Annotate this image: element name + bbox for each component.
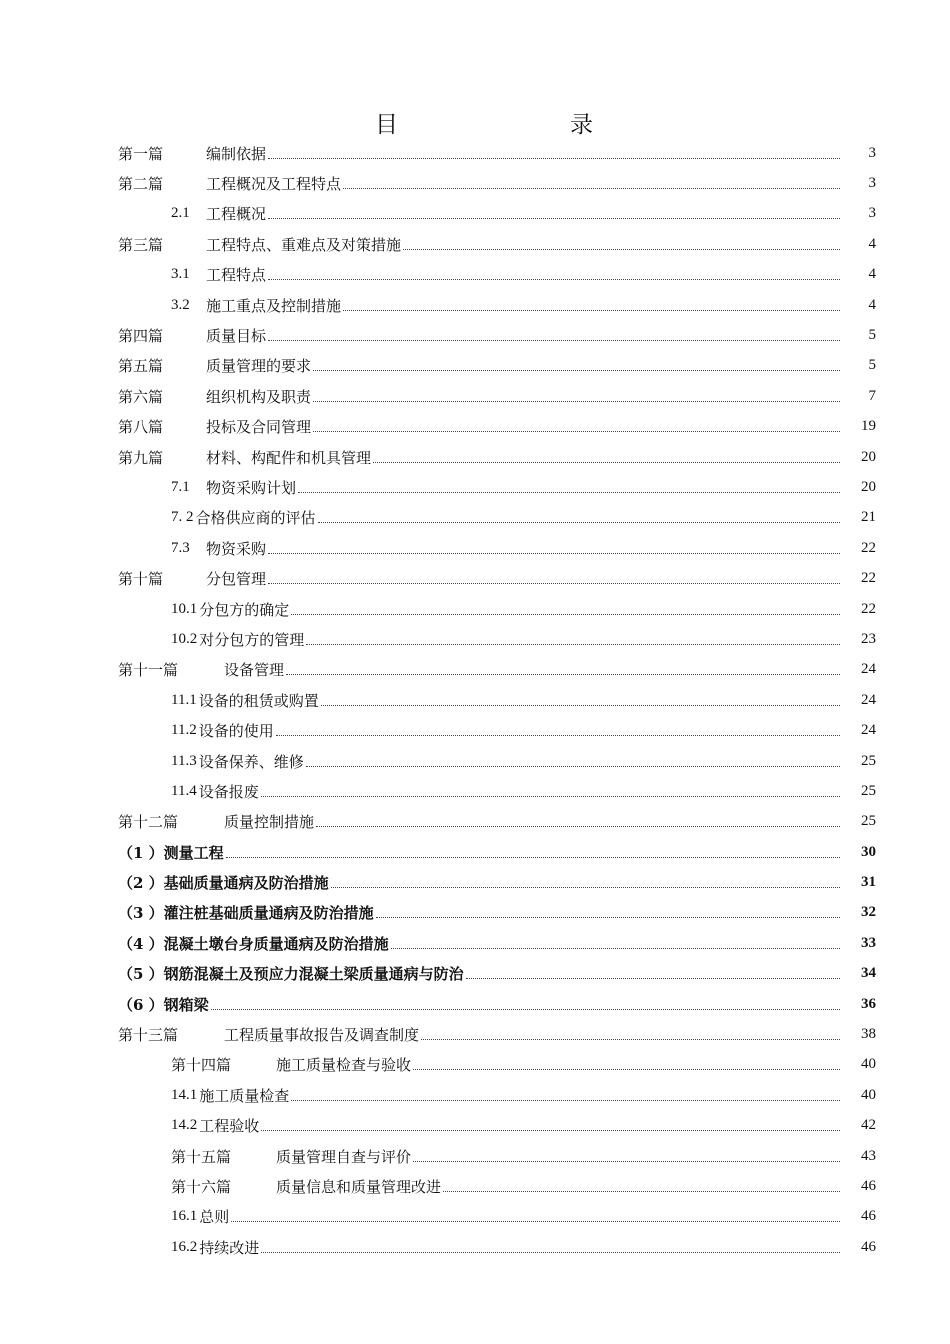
toc-title-char-1: 目 xyxy=(375,112,398,138)
toc-entry[interactable] xyxy=(118,807,876,837)
toc-entry-page: 24 xyxy=(861,661,876,678)
toc-entry-number: 第十五篇 xyxy=(171,1147,232,1166)
dot-leader xyxy=(316,826,840,827)
dot-leader xyxy=(261,796,840,797)
toc-entry[interactable] xyxy=(118,320,876,350)
toc-entry-title: 工程质量事故报告及调查制度 xyxy=(224,1026,420,1045)
toc-entry[interactable] xyxy=(118,442,876,472)
toc-entry-page: 19 xyxy=(861,418,876,435)
toc-entry-title: 编制依据 xyxy=(206,144,267,163)
dot-leader xyxy=(268,279,840,280)
dot-leader xyxy=(413,1069,840,1070)
toc-entry[interactable] xyxy=(118,1111,876,1141)
toc-entry-title: 合格供应商的评估 xyxy=(195,509,316,528)
table-of-contents xyxy=(118,138,876,1262)
dot-leader xyxy=(268,218,840,219)
toc-entry-page: 38 xyxy=(861,1026,876,1043)
toc-entry-title: 组织机构及职责 xyxy=(206,387,312,406)
toc-entry-title: 设备保养、维修 xyxy=(198,752,304,771)
toc-entry-number: 2.1 xyxy=(171,205,190,222)
dot-leader xyxy=(343,188,840,189)
toc-entry[interactable] xyxy=(118,685,876,715)
toc-entry-title: 质量信息和质量管理改进 xyxy=(276,1177,442,1196)
toc-entry[interactable] xyxy=(118,715,876,745)
toc-entry-number: （3 ） xyxy=(118,904,164,923)
dot-leader xyxy=(313,370,840,371)
toc-entry-page: 46 xyxy=(861,1208,876,1225)
toc-entry[interactable] xyxy=(118,1232,876,1262)
toc-entry-number: 第九篇 xyxy=(118,448,164,467)
toc-entry-page: 20 xyxy=(861,478,876,495)
toc-entry[interactable] xyxy=(118,928,876,958)
dot-leader xyxy=(306,644,840,645)
toc-entry-page: 22 xyxy=(861,600,876,617)
dot-leader xyxy=(298,492,840,493)
toc-entry[interactable] xyxy=(118,381,876,411)
dot-leader xyxy=(268,553,840,554)
dot-leader xyxy=(291,1100,840,1101)
toc-entry-title: 工程特点、重难点及对策措施 xyxy=(206,235,402,254)
toc-entry-page: 46 xyxy=(861,1238,876,1255)
dot-leader xyxy=(391,948,840,949)
toc-entry-number: 11.4 xyxy=(171,782,197,799)
toc-entry-number: 7.3 xyxy=(171,539,190,556)
toc-entry-number: 16.1 xyxy=(171,1208,198,1225)
toc-entry[interactable] xyxy=(118,898,876,928)
toc-entry-number: 第十篇 xyxy=(118,570,164,589)
dot-leader xyxy=(231,1221,840,1222)
toc-entry-number: 16.2 xyxy=(171,1238,198,1255)
toc-entry-number: 11.3 xyxy=(171,752,197,769)
toc-entry-number: 10.1 xyxy=(171,600,198,617)
toc-entry[interactable] xyxy=(118,1019,876,1049)
toc-entry-page: 21 xyxy=(861,509,876,526)
toc-entry-page: 30 xyxy=(861,843,876,860)
toc-entry[interactable] xyxy=(118,746,876,776)
dot-leader xyxy=(313,401,840,402)
toc-entry-title: 施工重点及控制措施 xyxy=(206,296,342,315)
toc-entry-number: 第十三篇 xyxy=(118,1026,179,1045)
toc-entry-title: 基础质量通病及防治措施 xyxy=(163,874,329,893)
dot-leader xyxy=(373,462,840,463)
toc-entry-page: 24 xyxy=(861,691,876,708)
toc-entry-page: 20 xyxy=(861,448,876,465)
toc-entry[interactable] xyxy=(118,563,876,593)
toc-entry[interactable] xyxy=(118,867,876,897)
dot-leader xyxy=(376,917,840,918)
toc-entry-number: 14.1 xyxy=(171,1086,198,1103)
toc-entry[interactable] xyxy=(118,655,876,685)
toc-entry-number: 第四篇 xyxy=(118,327,164,346)
toc-entry-title: 工程概况 xyxy=(206,205,267,224)
dot-leader xyxy=(276,735,840,736)
toc-entry-number: 第十六篇 xyxy=(171,1177,232,1196)
toc-entry[interactable] xyxy=(118,199,876,229)
toc-entry-title: 灌注桩基础质量通病及防治措施 xyxy=(163,904,374,923)
toc-entry-title: 设备的租赁或购置 xyxy=(198,691,319,710)
toc-entry-number: 第二篇 xyxy=(118,175,164,194)
toc-entry[interactable] xyxy=(118,290,876,320)
toc-entry-title: 物资采购计划 xyxy=(206,478,297,497)
toc-entry-page: 40 xyxy=(861,1056,876,1073)
toc-entry[interactable] xyxy=(118,1050,876,1080)
dot-leader xyxy=(268,158,840,159)
dot-leader xyxy=(321,705,840,706)
toc-entry-number: 7.1 xyxy=(171,478,190,495)
toc-entry-number: 第一篇 xyxy=(118,144,164,163)
toc-entry-title: 设备管理 xyxy=(224,661,285,680)
toc-entry-title: 测量工程 xyxy=(163,843,224,862)
dot-leader xyxy=(443,1191,840,1192)
toc-entry[interactable] xyxy=(118,624,876,654)
toc-entry-number: 第六篇 xyxy=(118,387,164,406)
toc-entry[interactable] xyxy=(118,959,876,989)
toc-entry-number: 7. 2 xyxy=(171,509,194,526)
toc-entry-page: 25 xyxy=(861,782,876,799)
toc-entry-number: （1 ） xyxy=(118,843,164,862)
toc-entry-number: 第五篇 xyxy=(118,357,164,376)
toc-entry-number: 11.2 xyxy=(171,722,197,739)
toc-entry-page: 42 xyxy=(861,1117,876,1134)
toc-entry-page: 3 xyxy=(868,144,876,161)
dot-leader xyxy=(211,1009,840,1010)
toc-entry[interactable] xyxy=(118,229,876,259)
toc-entry-title: 分包方的确定 xyxy=(199,600,290,619)
dot-leader xyxy=(421,1039,840,1040)
toc-entry-number: 第十四篇 xyxy=(171,1056,232,1075)
toc-entry-number: （6 ） xyxy=(118,995,164,1014)
toc-entry-title: 对分包方的管理 xyxy=(199,630,305,649)
toc-entry-page: 4 xyxy=(868,296,876,313)
dot-leader xyxy=(343,310,840,311)
toc-entry-page: 25 xyxy=(861,752,876,769)
toc-entry-page: 43 xyxy=(861,1147,876,1164)
toc-entry-number: 第十一篇 xyxy=(118,661,179,680)
dot-leader xyxy=(466,978,840,979)
toc-entry-number: 14.2 xyxy=(171,1117,198,1134)
toc-entry-page: 3 xyxy=(868,205,876,222)
toc-entry-title: 质量控制措施 xyxy=(224,813,315,832)
toc-entry-page: 25 xyxy=(861,813,876,830)
toc-entry[interactable] xyxy=(118,776,876,806)
toc-entry-page: 4 xyxy=(868,235,876,252)
toc-entry-number: 3.1 xyxy=(171,266,190,283)
toc-entry-title: 钢箱梁 xyxy=(163,995,209,1014)
toc-entry-title: 设备的使用 xyxy=(198,722,274,741)
toc-entry-number: 3.2 xyxy=(171,296,190,313)
toc-entry[interactable] xyxy=(118,1080,876,1110)
toc-entry[interactable] xyxy=(118,594,876,624)
toc-entry-number: 第八篇 xyxy=(118,418,164,437)
dot-leader xyxy=(226,857,840,858)
toc-entry-number: 10.2 xyxy=(171,630,198,647)
toc-entry[interactable] xyxy=(118,260,876,290)
toc-entry[interactable] xyxy=(118,1202,876,1232)
toc-entry-title: 混凝土墩台身质量通病及防治措施 xyxy=(163,934,389,953)
toc-entry-page: 33 xyxy=(861,934,876,951)
toc-entry-title: 施工质量检查 xyxy=(199,1086,290,1105)
dot-leader xyxy=(313,431,840,432)
toc-entry-title: 质量目标 xyxy=(206,327,267,346)
toc-entry-number: 第十二篇 xyxy=(118,813,179,832)
toc-entry-title: 总则 xyxy=(199,1208,230,1227)
toc-entry[interactable] xyxy=(118,503,876,533)
toc-entry-page: 40 xyxy=(861,1086,876,1103)
toc-entry[interactable] xyxy=(118,351,876,381)
toc-entry-page: 5 xyxy=(868,327,876,344)
toc-entry-title: 质量管理的要求 xyxy=(206,357,312,376)
toc-entry-title: 工程验收 xyxy=(199,1117,260,1136)
toc-entry[interactable] xyxy=(118,533,876,563)
dot-leader xyxy=(413,1161,840,1162)
toc-entry-title: 工程概况及工程特点 xyxy=(206,175,342,194)
dot-leader xyxy=(268,583,840,584)
dot-leader xyxy=(318,522,840,523)
toc-entry-page: 24 xyxy=(861,722,876,739)
toc-title-char-2: 录 xyxy=(570,112,593,138)
toc-entry-title: 持续改进 xyxy=(199,1238,260,1257)
toc-entry-number: 11.1 xyxy=(171,691,197,708)
toc-entry-page: 7 xyxy=(868,387,876,404)
toc-entry-page: 3 xyxy=(868,175,876,192)
toc-entry-title: 物资采购 xyxy=(206,539,267,558)
toc-entry-title: 质量管理自查与评价 xyxy=(276,1147,412,1166)
toc-entry-number: 第三篇 xyxy=(118,235,164,254)
toc-entry-number: （2 ） xyxy=(118,874,164,893)
toc-entry[interactable] xyxy=(118,1141,876,1171)
toc-entry-title: 施工质量检查与验收 xyxy=(276,1056,412,1075)
toc-entry-title: 分包管理 xyxy=(206,570,267,589)
toc-entry-number: （5 ） xyxy=(118,965,164,984)
toc-entry-page: 32 xyxy=(861,904,876,921)
toc-entry-page: 22 xyxy=(861,539,876,556)
toc-entry-title: 工程特点 xyxy=(206,266,267,285)
toc-entry[interactable] xyxy=(118,837,876,867)
dot-leader xyxy=(268,340,840,341)
toc-entry-title: 钢筋混凝土及预应力混凝土梁质量通病与防治 xyxy=(163,965,464,984)
toc-entry[interactable] xyxy=(118,168,876,198)
toc-entry-page: 46 xyxy=(861,1177,876,1194)
toc-entry[interactable] xyxy=(118,472,876,502)
toc-entry[interactable] xyxy=(118,412,876,442)
toc-entry-page: 22 xyxy=(861,570,876,587)
toc-entry-title: 材料、构配件和机具管理 xyxy=(206,448,372,467)
toc-entry-number: （4 ） xyxy=(118,934,164,953)
dot-leader xyxy=(331,887,840,888)
dot-leader xyxy=(306,766,840,767)
toc-entry-page: 31 xyxy=(861,874,876,891)
dot-leader xyxy=(261,1130,840,1131)
dot-leader xyxy=(286,674,840,675)
toc-entry-title: 设备报废 xyxy=(198,782,259,801)
toc-entry-page: 34 xyxy=(861,965,876,982)
toc-entry-page: 36 xyxy=(861,995,876,1012)
toc-entry-title: 投标及合同管理 xyxy=(206,418,312,437)
dot-leader xyxy=(291,614,840,615)
toc-entry-page: 23 xyxy=(861,630,876,647)
dot-leader xyxy=(261,1252,840,1253)
toc-entry-page: 5 xyxy=(868,357,876,374)
toc-entry[interactable] xyxy=(118,989,876,1019)
toc-entry-page: 4 xyxy=(868,266,876,283)
dot-leader xyxy=(403,249,840,250)
toc-entry[interactable] xyxy=(118,1171,876,1201)
toc-entry[interactable] xyxy=(118,138,876,168)
